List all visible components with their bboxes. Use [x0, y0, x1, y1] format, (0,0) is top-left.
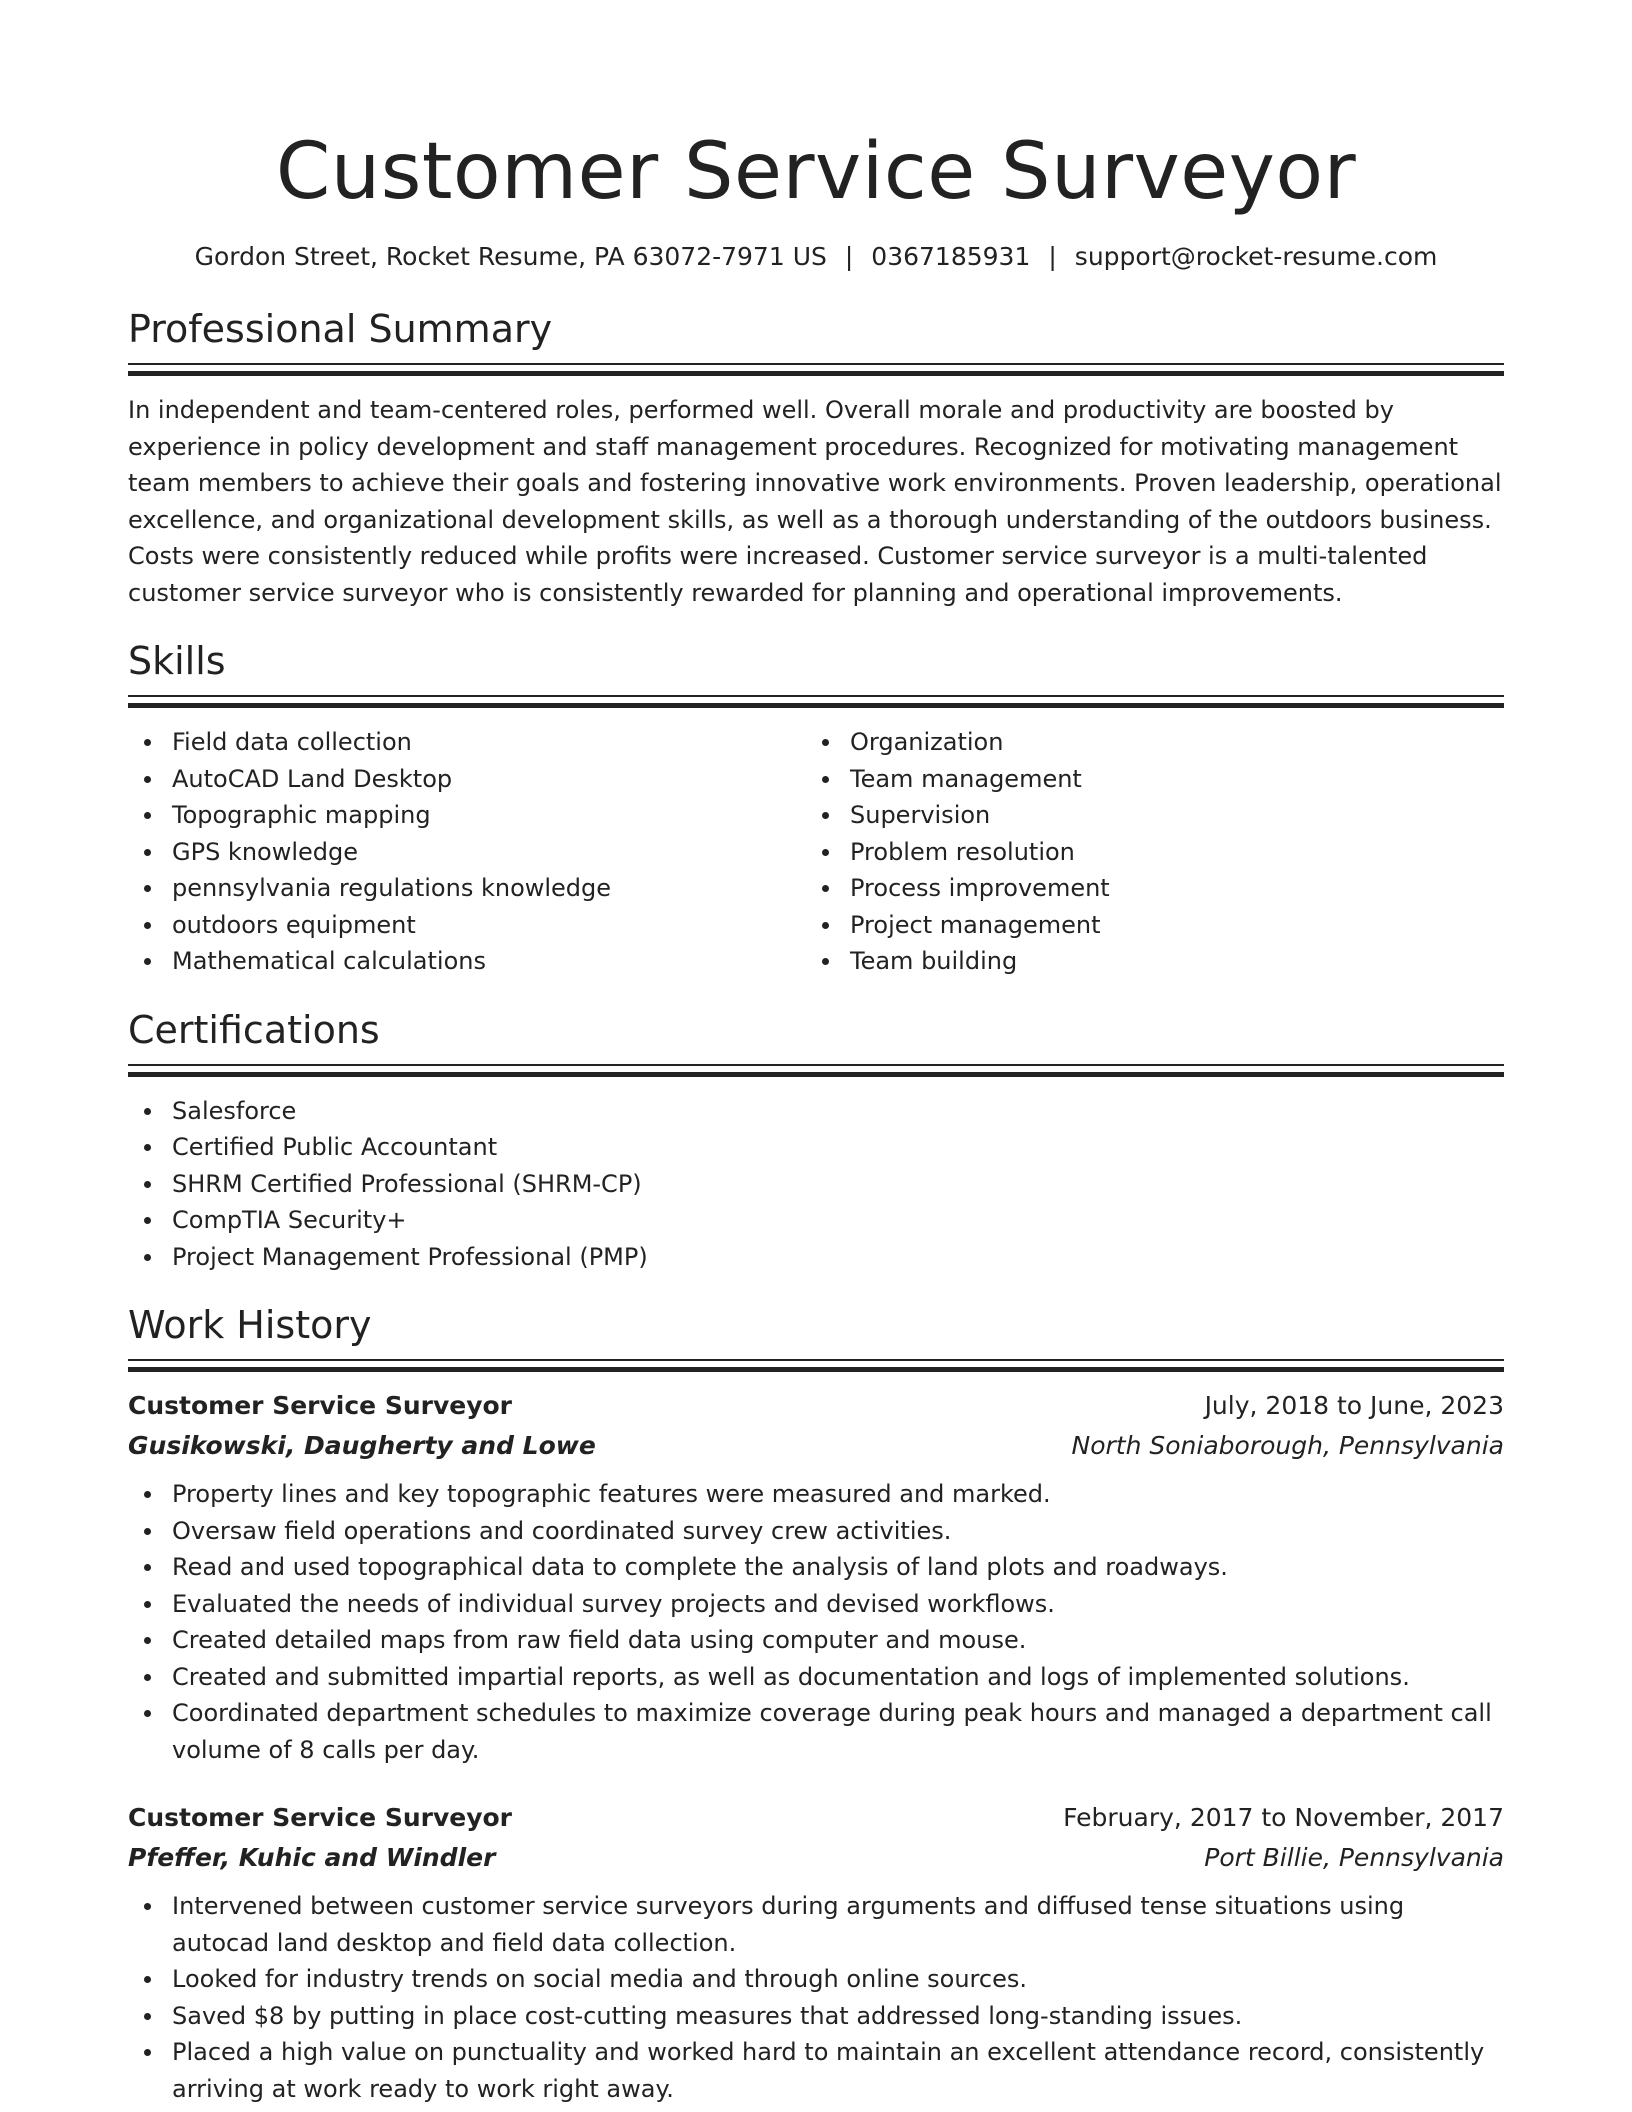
candidate-name: Customer Service Surveyor	[275, 127, 1357, 217]
job-company-row	[128, 1838, 1504, 1878]
section-divider	[128, 1359, 1504, 1374]
certification-item: Certified Public Accountant	[128, 1129, 1504, 1166]
section-title-skills: Skills	[128, 639, 226, 683]
skill-item: Organization	[806, 724, 1484, 761]
certification-item: Salesforce	[128, 1093, 1504, 1130]
job-header-row	[128, 1386, 1504, 1426]
job-company-row	[128, 1426, 1504, 1466]
section-title-certifications: Certifications	[128, 1007, 380, 1052]
skill-item: Process improvement	[806, 870, 1484, 907]
skills-list-right	[806, 724, 1484, 980]
summary-text: In independent and team-centered roles, performed well. Overall morale and productivity are boosted by experience in policy development and staff management procedures. Recognized for motivating management team members to achieve their goals and fostering innovative work environments. Proven leadership, operational excellence, and organizational development skills, as well as a thorough understanding of the outdoors business. Costs were consistently reduced while profits were increased. Customer service surveyor is a multi-talented customer service surveyor who is consistently rewarded for planning and operational improvements.	[128, 396, 1502, 607]
resume-page	[128, 0, 1504, 2107]
contact-email[interactable]: support@rocket-resume.com	[1074, 242, 1438, 271]
section-divider	[128, 1064, 1504, 1079]
job-bullet: Looked for industry trends on social media and through online sources.	[128, 1961, 1504, 1998]
job-bullet: Oversaw field operations and coordinated survey crew activities.	[128, 1513, 1504, 1550]
skill-item: AutoCAD Land Desktop	[128, 761, 806, 798]
section-divider	[128, 363, 1504, 378]
contact-separator: |	[844, 242, 854, 271]
job-location: Port Billie, Pennsylvania	[1204, 1843, 1504, 1872]
job-dates: July, 2018 to June, 2023	[1204, 1391, 1504, 1420]
section-divider	[128, 695, 1504, 710]
job-bullet: Property lines and key topographic features were measured and marked.	[128, 1476, 1504, 1513]
job-header-row	[128, 1798, 1504, 1838]
section-title-work-history: Work History	[128, 1303, 372, 1347]
job-bullet: Created and submitted impartial reports, as well as documentation and logs of implemented solutions.	[128, 1659, 1504, 1696]
certification-item: SHRM Certified Professional (SHRM-CP)	[128, 1166, 1504, 1203]
certification-item: CompTIA Security+	[128, 1202, 1504, 1239]
skills-list-left	[128, 724, 806, 980]
job-entry	[128, 1386, 1504, 1768]
skill-item: outdoors equipment	[128, 907, 806, 944]
contact-address: Gordon Street, Rocket Resume, PA 63072-7971 US	[194, 242, 827, 271]
summary-section	[128, 305, 1504, 611]
skill-item: pennsylvania regulations knowledge	[128, 870, 806, 907]
skill-item: Supervision	[806, 797, 1484, 834]
certifications-section	[128, 1006, 1504, 1276]
skill-item: Problem resolution	[806, 834, 1484, 871]
contact-separator: |	[1048, 242, 1057, 271]
section-title-summary: Professional Summary	[128, 307, 553, 351]
skill-item: Mathematical calculations	[128, 943, 806, 980]
skill-item: GPS knowledge	[128, 834, 806, 871]
skills-section	[128, 637, 1504, 980]
job-title: Customer Service Surveyor	[128, 1391, 513, 1420]
skill-item: Field data collection	[128, 724, 806, 761]
job-title: Customer Service Surveyor	[128, 1803, 513, 1832]
contact-phone: 0367185931	[871, 242, 1031, 271]
job-dates: February, 2017 to November, 2017	[1063, 1803, 1504, 1832]
job-bullet: Placed a high value on punctuality and worked hard to maintain an excellent attendance record, consistently arriving at work ready to work right away.	[128, 2034, 1504, 2107]
skill-item: Team management	[806, 761, 1484, 798]
skill-item: Project management	[806, 907, 1484, 944]
job-bullet: Coordinated department schedules to maximize coverage during peak hours and managed a department call volume of 8 calls per day.	[128, 1695, 1504, 1768]
job-entry	[128, 1798, 1504, 2107]
skills-grid	[128, 724, 1504, 980]
job-bullet-list	[128, 1476, 1504, 1768]
job-company: Gusikowski, Daugherty and Lowe	[128, 1431, 596, 1460]
skill-item: Topographic mapping	[128, 797, 806, 834]
job-bullet: Evaluated the needs of individual survey projects and devised workflows.	[128, 1586, 1504, 1623]
certification-item: Project Management Professional (PMP)	[128, 1239, 1504, 1276]
job-bullet: Created detailed maps from raw field data using computer and mouse.	[128, 1622, 1504, 1659]
certifications-list	[128, 1093, 1504, 1276]
job-bullet: Intervened between customer service surveyors during arguments and diffused tense situations using autocad land desktop and field data collection.	[128, 1888, 1504, 1961]
job-company: Pfeffer, Kuhic and Windler	[128, 1843, 496, 1872]
job-bullet-list	[128, 1888, 1504, 2107]
job-location: North Soniaborough, Pennsylvania	[1071, 1431, 1504, 1460]
contact-line	[128, 240, 1504, 274]
work-history-section	[128, 1301, 1504, 2107]
job-bullet: Saved $8 by putting in place cost-cutting measures that addressed long-standing issues.	[128, 1998, 1504, 2035]
skill-item: Team building	[806, 943, 1484, 980]
job-bullet: Read and used topographical data to complete the analysis of land plots and roadways.	[128, 1549, 1504, 1586]
